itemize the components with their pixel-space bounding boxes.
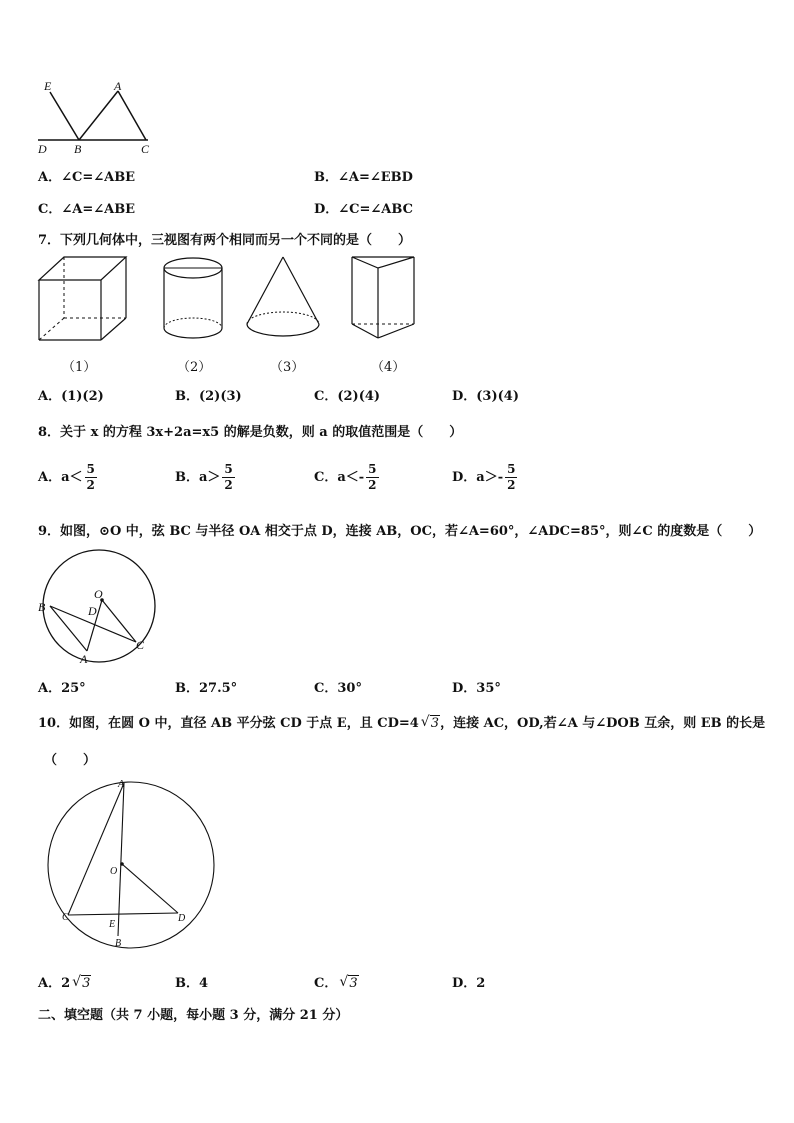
q9-option-c[interactable]: C．30° [314, 681, 362, 696]
q10-option-a-prefix: A．2 [38, 976, 71, 991]
radicand: 3 [82, 976, 91, 991]
q8-option-d[interactable] [452, 462, 517, 493]
q7-option-b[interactable]: B．(2)(3) [175, 389, 242, 404]
q6-option-a[interactable]: A．∠C=∠ABE [38, 170, 136, 185]
q10-label-d: D [178, 913, 186, 924]
q6-label-c: C [141, 142, 150, 156]
q10-label-b: B [115, 938, 122, 949]
q10-stem-part1: 10．如图，在圆 O 中，直径 AB 平分弦 CD 于点 E，且 CD=4 [38, 716, 419, 731]
q10-label-a: A [118, 779, 125, 790]
q8-option-c-prefix: C．a＜- [314, 470, 365, 485]
fraction-numerator: 5 [368, 462, 377, 476]
q8-option-c[interactable] [314, 462, 379, 493]
q9-label-o: O [94, 587, 103, 601]
q9-option-d[interactable]: D．35° [452, 681, 501, 696]
q7-figure-label-2: （2） [177, 360, 212, 375]
prism-figure [348, 254, 423, 344]
q10-stem [38, 712, 765, 731]
radicand: 3 [430, 716, 440, 731]
square-root [421, 716, 440, 731]
fraction [366, 462, 378, 493]
q6-label-b: B [74, 142, 82, 156]
q8-option-a-prefix: A．a＜ [38, 470, 83, 485]
q9-label-d: D [88, 604, 97, 618]
fraction-denominator: 2 [224, 478, 233, 492]
q10-option-d[interactable]: D．2 [452, 976, 486, 991]
q6-figure-drawing [36, 78, 156, 158]
fraction-denominator: 2 [507, 478, 516, 492]
cube-figure [36, 254, 131, 344]
q10-option-b[interactable]: B．4 [175, 976, 209, 991]
q10-option-c[interactable] [314, 972, 359, 991]
fraction-denominator: 2 [86, 478, 95, 492]
fraction [222, 462, 234, 493]
q10-option-c-prefix: C． [314, 976, 338, 991]
q10-option-a[interactable] [38, 972, 91, 991]
q9-stem: 9．如图，⊙O 中，弦 BC 与半径 OA 相交于点 D，连接 AB，OC，若∠A=60°，∠ADC=85°，则∠C 的度数是（ ） [38, 524, 762, 539]
q9-option-a[interactable]: A．25° [38, 681, 86, 696]
q8-option-a[interactable] [38, 462, 97, 493]
q10-stem-blank: （ ） [44, 753, 97, 768]
section-2-title: 二、填空题（共 7 小题，每小题 3 分，满分 21 分） [38, 1008, 349, 1023]
fraction [85, 462, 97, 493]
q10-label-e: E [109, 919, 116, 930]
square-root [72, 976, 91, 991]
cylinder-figure [160, 256, 230, 346]
q6-label-a: A [114, 79, 122, 93]
square-root [339, 976, 358, 991]
q10-label-o: O [110, 866, 118, 877]
radical-sign: √ [339, 974, 349, 990]
q9-option-b[interactable]: B．27.5° [175, 681, 238, 696]
q7-figure-label-4: （4） [371, 360, 406, 375]
radical-sign: √ [72, 974, 82, 990]
q10-label-c: C [62, 912, 69, 923]
q8-option-b[interactable] [175, 462, 235, 493]
fraction-numerator: 5 [224, 462, 233, 476]
q8-option-b-prefix: B．a＞ [175, 470, 221, 485]
q6-label-e: E [44, 79, 52, 93]
cone-figure [244, 254, 324, 344]
q6-option-d[interactable]: D．∠C=∠ABC [314, 202, 413, 217]
q10-circle-figure [46, 780, 226, 955]
q10-stem-part2: ，连接 AC，OD,若∠A 与∠DOB 互余，则 EB 的长是 [440, 716, 766, 731]
q9-label-c: C [136, 638, 145, 652]
fraction-numerator: 5 [507, 462, 516, 476]
q7-option-a[interactable]: A．(1)(2) [38, 389, 104, 404]
q6-label-d: D [38, 142, 47, 156]
q7-stem: 7．下列几何体中，三视图有两个相同而另一个不同的是（ ） [38, 233, 412, 248]
q8-stem: 8．关于 x 的方程 3x+2a=x5 的解是负数，则 a 的取值范围是（ ） [38, 425, 463, 440]
q6-option-b[interactable]: B．∠A=∠EBD [314, 170, 413, 185]
fraction-numerator: 5 [86, 462, 95, 476]
q7-figure-label-3: （3） [270, 360, 305, 375]
q7-figure-label-1: （1） [62, 360, 97, 375]
radicand: 3 [349, 976, 358, 991]
q7-option-d[interactable]: D．(3)(4) [452, 389, 519, 404]
q7-option-c[interactable]: C．(2)(4) [314, 389, 381, 404]
q8-option-d-prefix: D．a＞- [452, 470, 504, 485]
radical-sign: √ [420, 714, 430, 730]
q9-label-b: B [38, 600, 46, 614]
q6-option-c[interactable]: C．∠A=∠ABE [38, 202, 136, 217]
fraction-denominator: 2 [368, 478, 377, 492]
q9-label-a: A [80, 652, 88, 666]
fraction [505, 462, 517, 493]
